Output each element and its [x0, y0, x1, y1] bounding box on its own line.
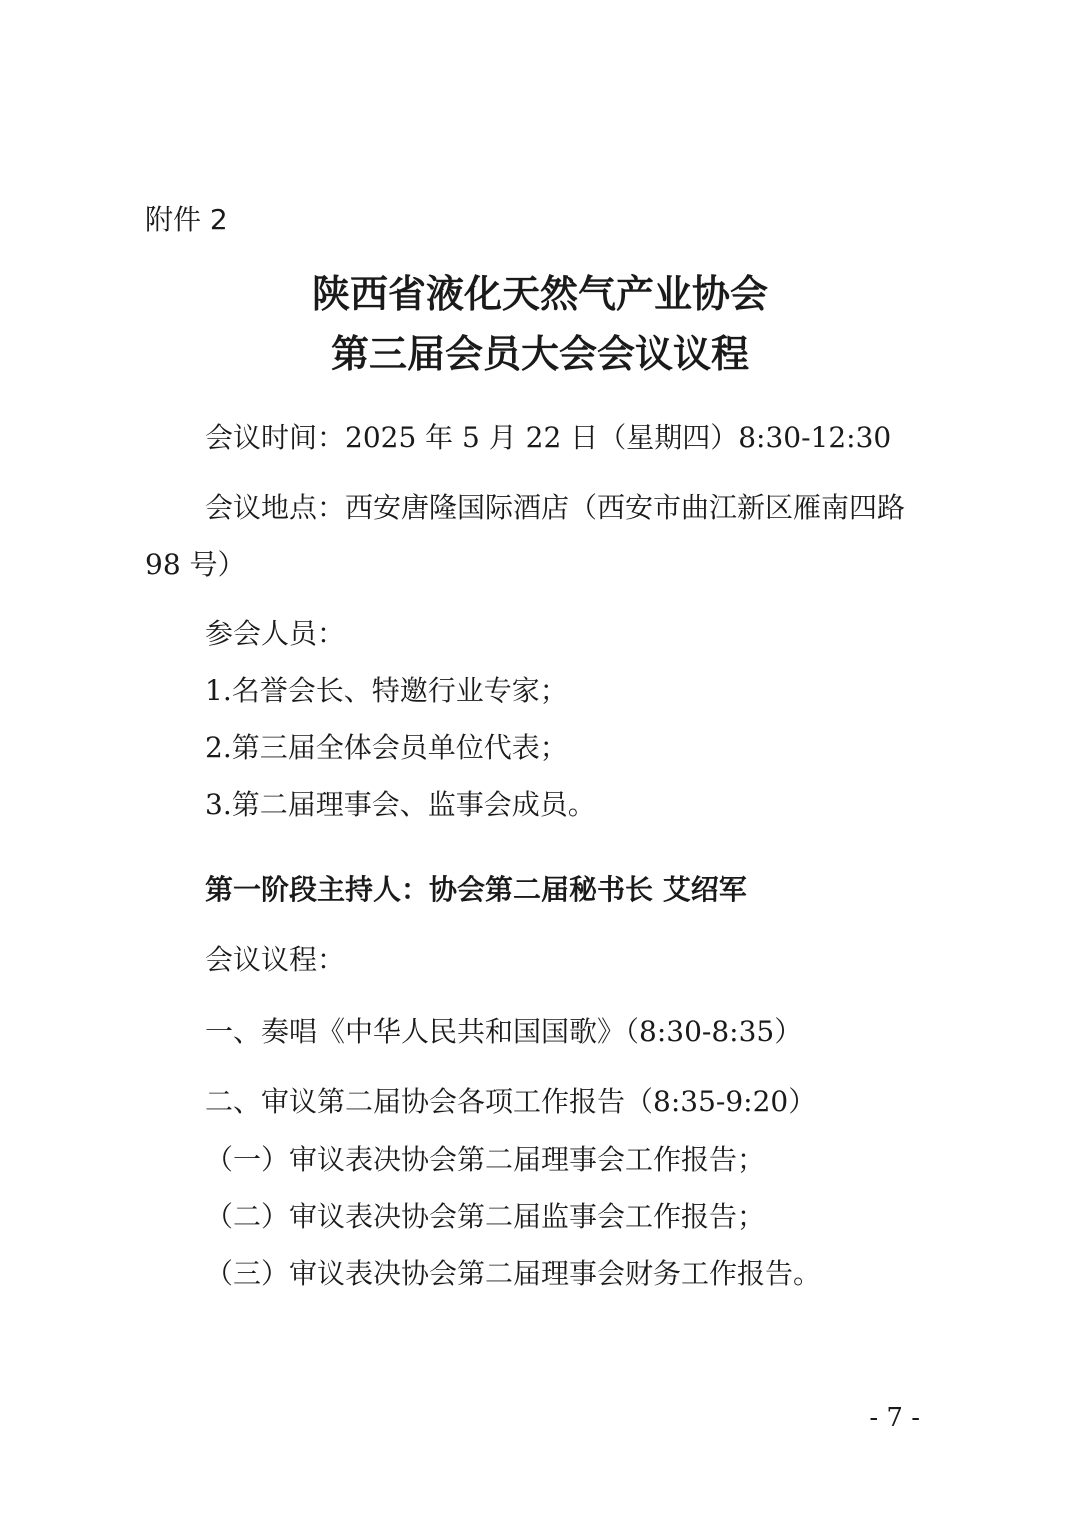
document-title: [0, 264, 1080, 384]
agenda-sub-item-1: （一）审议表决协会第二届理事会工作报告；: [205, 1143, 766, 1176]
attendees-heading: 参会人员：: [205, 617, 346, 650]
agenda-item-1: 一、奏唱《中华人民共和国国歌》（8:30-8:35）: [205, 1015, 803, 1048]
title-line-2: 第三届会员大会会议议程: [330, 332, 749, 376]
attendee-item-2: 2.第三届全体会员单位代表；: [205, 731, 568, 764]
meeting-time: 会议时间：2025 年 5 月 22 日（星期四）8:30-12:30: [205, 421, 892, 454]
agenda-heading: 会议议程：: [205, 943, 346, 976]
host-line: 第一阶段主持人：协会第二届秘书长 艾绍军: [205, 873, 747, 906]
agenda-item-2: 二、审议第二届协会各项工作报告（8:35-9:20）: [205, 1085, 817, 1118]
attendee-item-1: 1.名誉会长、特邀行业专家；: [205, 674, 568, 707]
attendee-item-3: 3.第二届理事会、监事会成员。: [205, 788, 596, 821]
attachment-label: 附件 2: [145, 203, 228, 236]
agenda-sub-item-3: （三）审议表决协会第二届理事会财务工作报告。: [205, 1257, 822, 1290]
meeting-place-line-2: 98 号）: [145, 548, 246, 581]
title-line-1: 陕西省液化天然气产业协会: [311, 272, 768, 316]
meeting-place-line-1: 会议地点：西安唐隆国际酒店（西安市曲江新区雁南四路: [205, 491, 906, 524]
agenda-sub-item-2: （二）审议表决协会第二届监事会工作报告；: [205, 1200, 766, 1233]
page-number: - 7 -: [869, 1403, 920, 1433]
